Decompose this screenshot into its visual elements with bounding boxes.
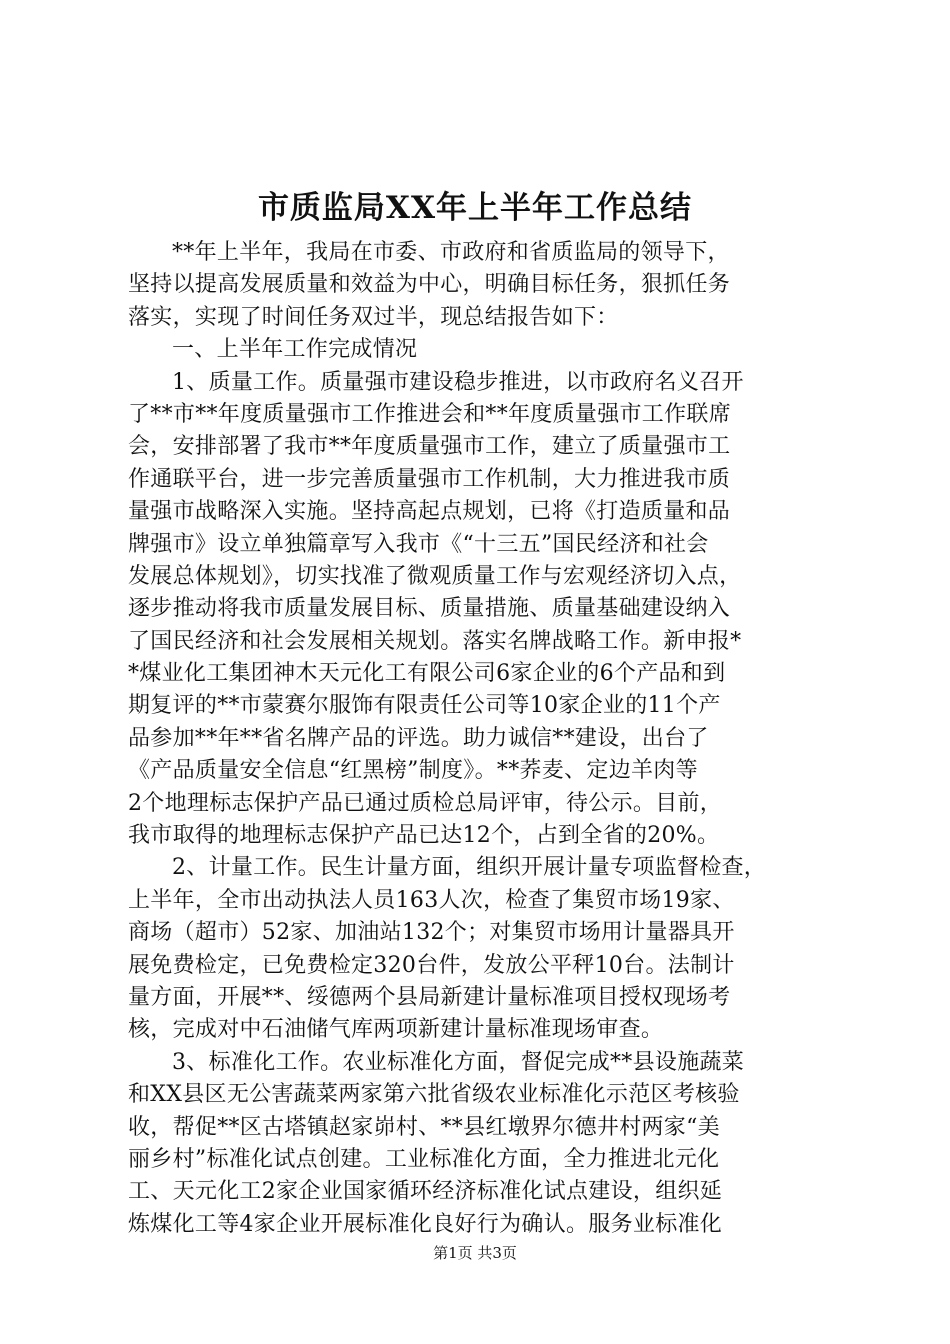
text-line: 了国民经济和社会发展相关规划。落实名牌战略工作。新申报* xyxy=(128,628,742,654)
text-line: 1、质量工作。质量强市建设稳步推进，以市政府名义召开 xyxy=(172,369,744,395)
text-line: 量方面，开展**、绥德两个县局新建计量标准项目授权现场考 xyxy=(128,984,731,1010)
text-line: 3、标准化工作。农业标准化方面，督促完成**县设施蔬菜 xyxy=(172,1049,745,1075)
text-line: 2、计量工作。民生计量方面，组织开展计量专项监督检查， xyxy=(172,855,767,881)
text-line: 炼煤化工等4家企业开展标准化良好行为确认。服务业标准化 xyxy=(128,1211,723,1237)
text-line: 上半年，全市出动执法人员163人次，检查了集贸市场19家、 xyxy=(128,887,735,913)
text-line: 坚持以提高发展质量和效益为中心，明确目标任务，狠抓任务 xyxy=(128,272,731,298)
text-line: 会，安排部署了我市**年度质量强市工作，建立了质量强市工 xyxy=(128,434,731,460)
text-line: 发展总体规划》，切实找准了微观质量工作与宏观经济切入点， xyxy=(128,563,742,589)
text-line: 落实，实现了时间任务双过半，现总结报告如下： xyxy=(128,304,619,330)
text-line: 展免费检定，已免费检定320台件，发放公平秤10台。法制计 xyxy=(128,952,735,978)
text-line: 工、天元化工2家企业国家循环经济标准化试点建设，组织延 xyxy=(128,1179,723,1205)
document-body xyxy=(128,237,838,1241)
text-line: 作通联平台，进一步完善质量强市工作机制，大力推进我市质 xyxy=(128,466,731,492)
text-line: 核，完成对中石油储气库两项新建计量标准现场审查。 xyxy=(128,1017,664,1043)
text-line: *煤业化工集团神木天元化工有限公司6家企业的6个产品和到 xyxy=(128,661,726,687)
text-line: 品参加**年**省名牌产品的评选。助力诚信**建设，出台了 xyxy=(128,725,709,751)
text-line: 逐步推动将我市质量发展目标、质量措施、质量基础建设纳入 xyxy=(128,596,731,622)
text-line: 丽乡村”标准化试点创建。工业标准化方面，全力推进北元化 xyxy=(128,1146,720,1172)
text-line: 牌强市》设立单独篇章写入我市《“十三五”国民经济和社会 xyxy=(128,531,709,557)
text-line: 量强市战略深入实施。坚持高起点规划，已将《打造质量和品 xyxy=(128,499,731,525)
page-number: 第1页 共3页 xyxy=(433,1244,517,1262)
text-line: 收，帮促**区古塔镇赵家峁村、**县红墩界尔德井村两家“美 xyxy=(128,1114,720,1140)
text-line: 和XX县区无公害蔬菜两家第六批省级农业标准化示范区考核验 xyxy=(128,1082,740,1108)
section-heading: 一、上半年工作完成情况 xyxy=(172,337,418,363)
text-line: 商场（超市）52家、加油站132个；对集贸市场用计量器具开 xyxy=(128,920,735,946)
text-line: 了**市**年度质量强市工作推进会和**年度质量强市工作联席 xyxy=(128,401,732,427)
text-line: 《产品质量安全信息“红黑榜”制度》。**荞麦、定边羊肉等 xyxy=(128,758,698,784)
text-line: 2个地理标志保护产品已通过质检总局评审，待公示。目前， xyxy=(128,790,723,816)
text-line: **年上半年，我局在市委、市政府和省质监局的领导下， xyxy=(172,240,730,265)
text-line: 期复评的**市蒙赛尔服饰有限责任公司等10家企业的11个产 xyxy=(128,693,721,719)
document-title: 市质监局XX年上半年工作总结 xyxy=(257,190,693,226)
text-line: 我市取得的地理标志保护产品已达12个，占到全省的20%。 xyxy=(128,823,720,849)
